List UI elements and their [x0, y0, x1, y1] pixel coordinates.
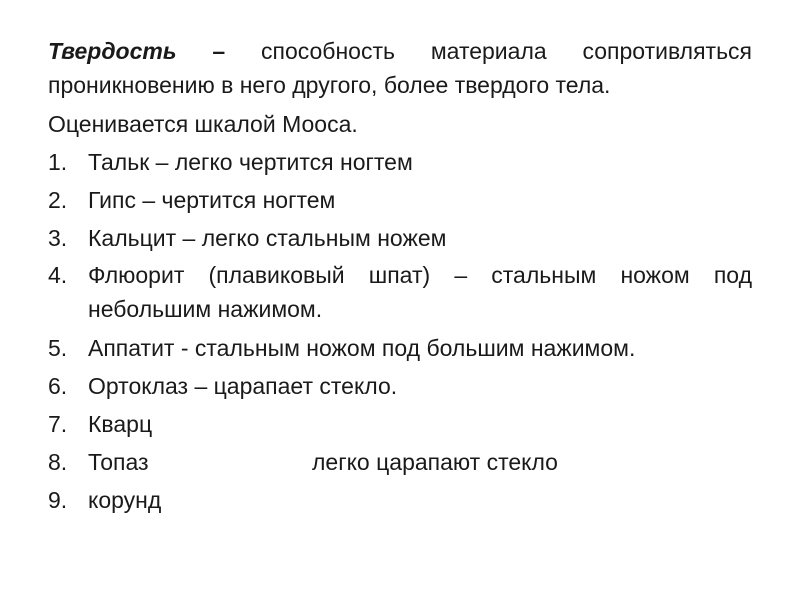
list-item-number: 6.: [48, 373, 68, 399]
list-item-text: Аппатит - стальным ножом под большим нажимом.: [88, 335, 636, 361]
definition-text: способность материала сопротивляться проникновению в него другого, более твердого тела.: [48, 38, 753, 98]
list-item-text: Флюорит (плавиковый шпат) – стальным ножом под небольшим нажимом.: [88, 262, 752, 322]
list-item-calcite: [48, 220, 752, 256]
list-item-text: корунд: [88, 487, 162, 513]
mohs-scale-list: [48, 144, 752, 518]
list-item-corundum: [48, 482, 752, 518]
list-item-number: 2.: [48, 187, 68, 213]
list-item-fluorite: [48, 258, 752, 326]
list-item-text: Кальцит – легко стальным ножем: [88, 225, 447, 251]
list-item-text: [88, 444, 752, 480]
definition-dash: –: [212, 38, 226, 64]
list-item-number: 1.: [48, 149, 68, 175]
list-item-text: Кварц: [88, 411, 153, 437]
list-item-number: 7.: [48, 411, 68, 437]
list-item-text: Тальк – легко чертится ногтем: [88, 149, 413, 175]
definition-paragraph: [48, 34, 752, 102]
list-item-number: 8.: [48, 449, 68, 475]
list-item-topaz: [48, 444, 752, 480]
slide-content: [48, 34, 752, 520]
list-item-apatite: [48, 330, 752, 366]
list-item-number: 9.: [48, 487, 68, 513]
list-item-note: легко царапают стекло: [312, 449, 558, 475]
list-item-number: 5.: [48, 335, 68, 361]
list-item-text: Ортоклаз – царапает стекло.: [88, 373, 398, 399]
list-item-text: Гипс – чертится ногтем: [88, 187, 336, 213]
list-item-talc: [48, 144, 752, 180]
definition-term: Твердость: [48, 38, 177, 64]
list-item-orthoclase: [48, 368, 752, 404]
list-item-number: 3.: [48, 225, 68, 251]
mohs-scale-intro: Оценивается шкалой Мооса.: [48, 111, 358, 137]
list-item-name: Топаз: [88, 449, 149, 475]
list-item-quartz: [48, 406, 752, 442]
list-item-gypsum: [48, 182, 752, 218]
list-item-number: 4.: [48, 262, 68, 288]
